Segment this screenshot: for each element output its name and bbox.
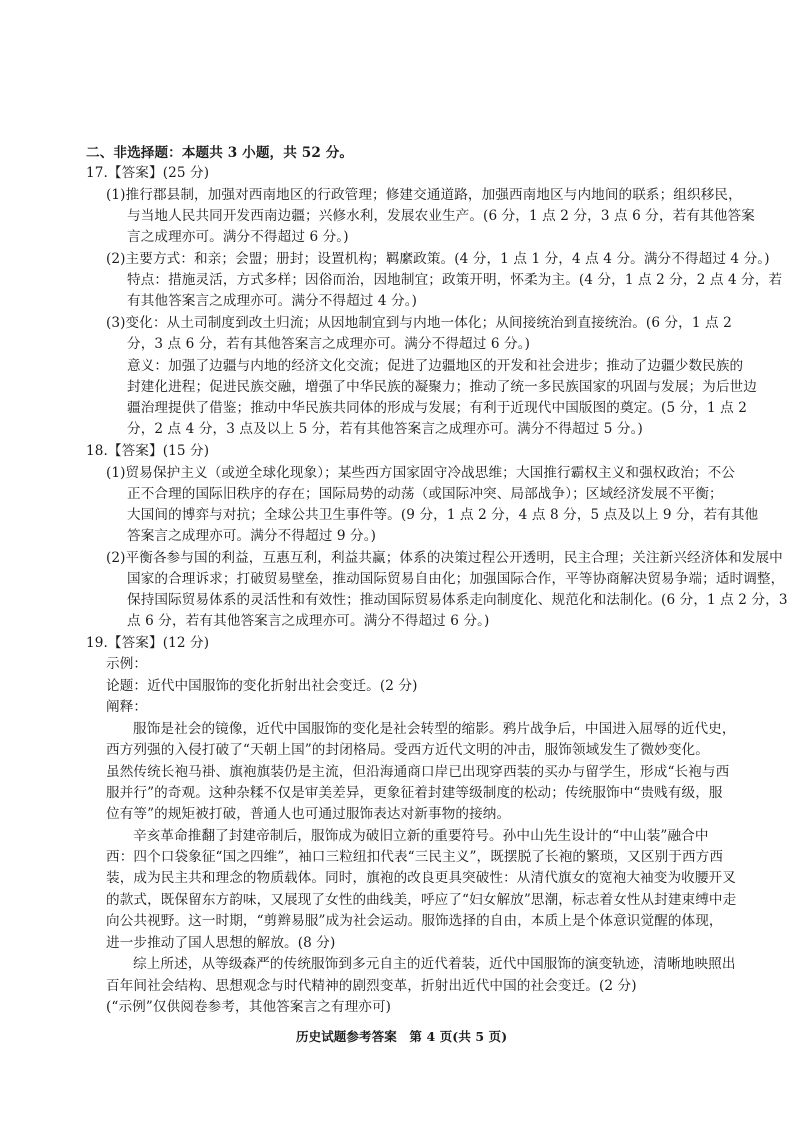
q19-thesis: 论题：近代中国服饰的变化折射出社会变迁。(2 分)	[106, 678, 418, 694]
q19-example-label: 示例：	[106, 656, 148, 672]
q18-part2-line: 保持国际贸易体系的灵活性和有效性；推动国际贸易体系走向制度化、规范化和法制化。(6 分，1 点 2 分，3	[127, 592, 788, 608]
q18-part2-line: (2)平衡各参与国的利益，互惠互利，利益共赢；体系的决策过程公开透明，民主合理；关注新兴经济体和发展中	[106, 550, 783, 566]
q18-part2-line: 国家的合理诉求；打破贸易壁垒，推动国际贸易自由化；加强国际合作，平等协商解决贸易争端；适时调整，	[127, 571, 785, 587]
q19-para2-line: 装，成为民主共和理念的物质载体。同时，旗袍的改良更具突破性：从清代旗女的宽袍大袖变为收腰开叉	[106, 870, 736, 886]
q19-para1-line: 西方列强的入侵打破了“天朝上国”的封闭格局。受西方近代文明的冲击，服饰领域发生了微妙变化。	[106, 742, 709, 758]
q17-part3-line: 疆治理提供了借鉴；推动中华民族共同体的形成与发展；有利于近现代中国版图的奠定。(5 分，1 点 2	[127, 400, 748, 416]
q18-part1-line: (1)贸易保护主义（或逆全球化现象）；某些西方国家固守冷战思维；大国推行霸权主义和强权政治；不公	[106, 465, 735, 481]
q19-para3-line: 百年间社会结构、思想观念与时代精神的剧烈变革，折射出近代中国的社会变迁。(2 分)	[106, 978, 637, 994]
q19-para1-line: 服饰是社会的镜像，近代中国服饰的变化是社会转型的缩影。鸦片战争后，中国进入屈辱的近代史，	[133, 721, 736, 737]
q19-para2-line: 西：四个口袋象征“国之四维”，袖口三粒纽扣代表“三民主义”，既摆脱了长袍的繁琐，又区别于西方西	[106, 849, 724, 865]
page-footer: 历史试题参考答案 第 4 页(共 5 页)	[296, 1029, 508, 1044]
q19-para3-line: 综上所述，从等级森严的传统服饰到多元自主的近代着装，近代中国服饰的演变轨迹，清晰地映照出	[133, 956, 736, 972]
q18-part1-line: 答案言之成理亦可。满分不得超过 9 分。)	[127, 528, 376, 544]
q18-part2-line: 点 6 分，若有其他答案言之成理亦可。满分不得超过 6 分。)	[127, 613, 490, 629]
q17-part1-line: (1)推行郡县制，加强对西南地区的行政管理；修建交通道路，加强西南地区与内地间的联系；组织移民，	[106, 187, 742, 203]
q17-part3-line: 封建化进程；促进民族交融，增强了中华民族的凝聚力；推动了统一多民族国家的巩固与发展；为后世边	[127, 379, 757, 395]
q17-part2-line: 有其他答案言之成理亦可。满分不得超过 4 分。)	[127, 293, 418, 309]
q17-part3-line: 分，3 点 6 分，若有其他答案言之成理亦可。满分不得超过 6 分。)	[127, 336, 530, 352]
q17-part1-line: 言之成理亦可。满分不得超过 6 分。)	[127, 229, 349, 245]
q19-para2-line: 的款式，既保留东方韵味，又展现了女性的曲线美，呼应了“妇女解放”思潮，标志着女性从封建束缚中走	[106, 892, 737, 908]
q17-part2-line: 特点：措施灵活，方式多样；因俗而治，因地制宜；政策开明，怀柔为主。(4 分，1 点 2 分，2 点 4 分，若	[127, 272, 783, 288]
q19-para2-line: 辛亥革命推翻了封建帝制后，服饰成为破旧立新的重要符号。孙中山先生设计的“中山装”融合中	[133, 828, 709, 844]
q19-heading: 19.【答案】(12 分)	[86, 635, 210, 651]
q17-part3-line: (3)变化：从土司制度到改土归流；从因地制宜到与内地一体化；从间接统治到直接统治。(6 分，1 点 2	[106, 315, 732, 331]
q19-para2-line: 向公共视野。这一时期，“剪辫易服”成为社会运动。服饰选择的自由，本质上是个体意识觉醒的体现，	[106, 913, 723, 929]
q17-part2-line: (2)主要方式：和亲；会盟；册封；设置机构；羁縻政策。(4 分，1 点 1 分，4 点 4 分。满分不得超过 4 分。)	[106, 251, 770, 267]
q19-elaborate-label: 阐释：	[106, 699, 148, 715]
q18-heading: 18.【答案】(15 分)	[86, 443, 210, 459]
q18-part1-line: 大国间的博弈与对抗；全球公共卫生事件等。(9 分，1 点 2 分，4 点 8 分，5 点及以上 9 分，若有其他	[127, 507, 759, 523]
q19-para1-line: 服并行”的奇观。这种杂糅不仅是审美差异，更象征着封建等级制度的松动；传统服饰中“贵贱有级，服	[106, 785, 723, 801]
q19-para1-line: 虽然传统长袍马褂、旗袍旗装仍是主流，但沿海通商口岸已出现穿西装的买办与留学生，形成“长袍与西	[106, 764, 730, 780]
q19-note: (“示例”仅供阅卷参考，其他答案言之有理亦可)	[106, 999, 392, 1015]
q19-para2-line: 进一步推动了国人思想的解放。(8 分)	[106, 935, 336, 951]
q17-part1-line: 与当地人民共同开发西南边疆；兴修水利，发展农业生产。(6 分，1 点 2 分，3 点 6 分，若有其他答案	[127, 208, 755, 224]
q17-part3-line: 分，2 点 4 分，3 点及以上 5 分，若有其他答案言之成理亦可。满分不得超过 5 分。)	[127, 421, 643, 437]
q17-heading: 17.【答案】(25 分)	[86, 165, 210, 181]
section-title: 二、非选择题：本题共 3 小题，共 52 分。	[86, 145, 354, 161]
q19-para1-line: 位有等”的规矩被打破，普通人也可通过服饰表达对新事物的接纳。	[106, 806, 511, 822]
q17-part3-line: 意义：加强了边疆与内地的经济文化交流；促进了边疆地区的开发和社会进步；推动了边疆少数民族的	[127, 358, 744, 374]
q18-part1-line: 正不合理的国际旧秩序的存在；国际局势的动荡（或国际冲突、局部战争）；区域经济发展不平衡；	[127, 486, 723, 502]
